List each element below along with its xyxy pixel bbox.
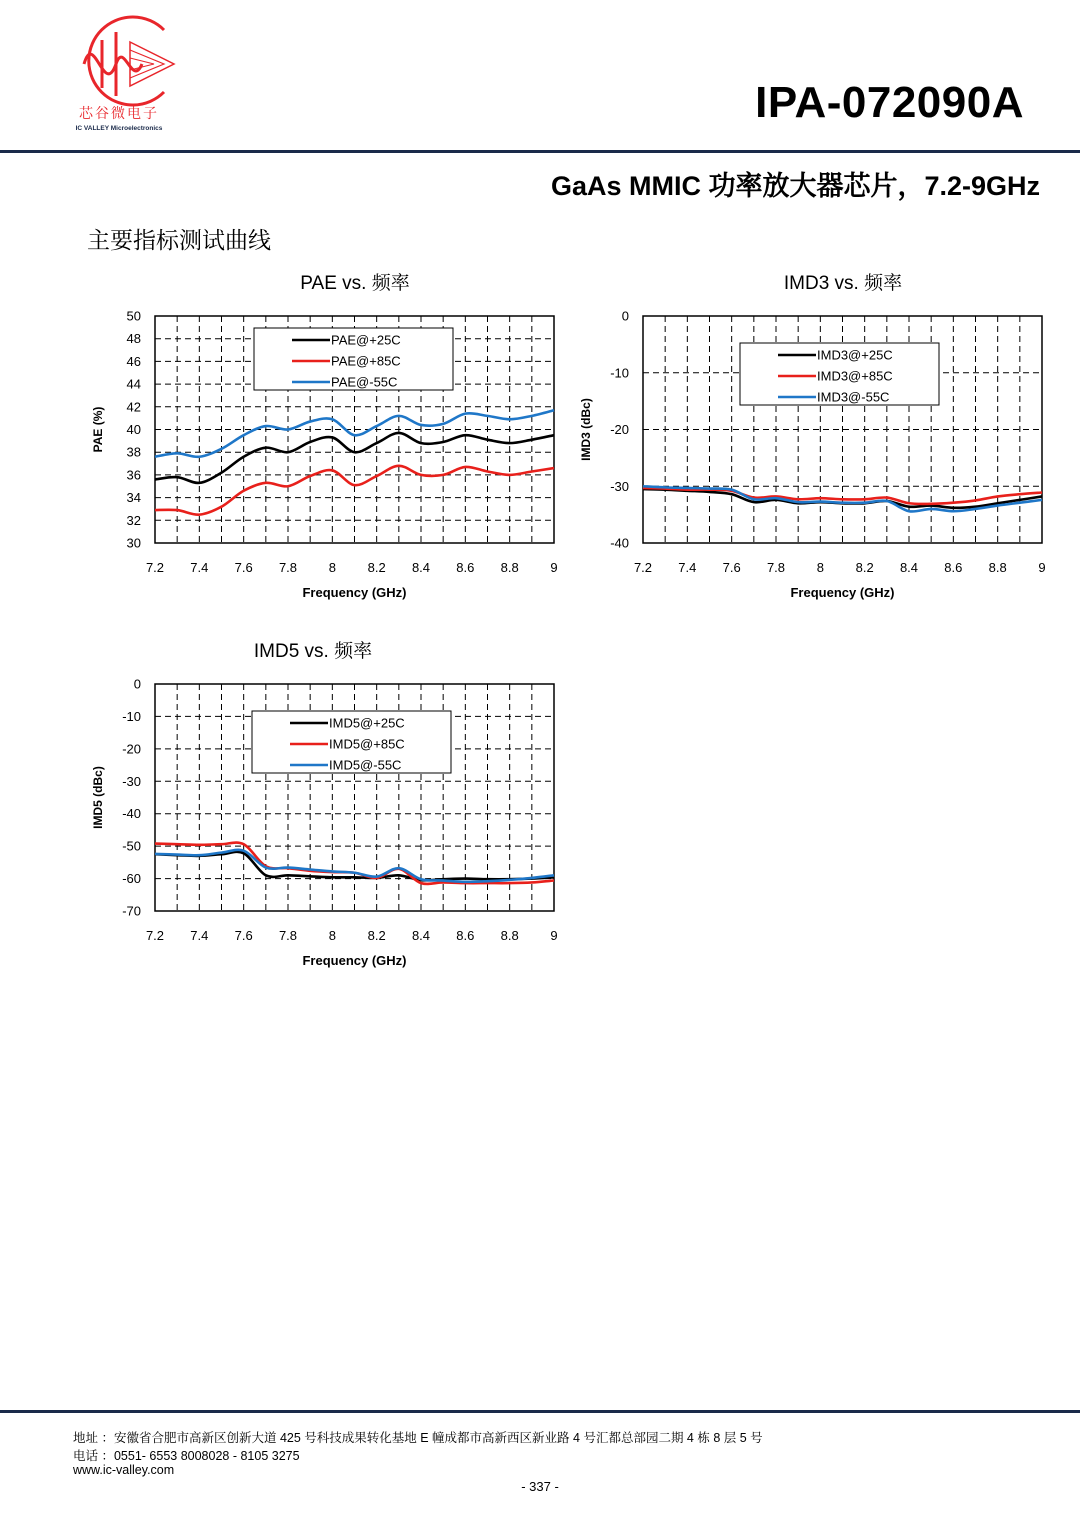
legend-label: IMD5@+85C: [329, 736, 405, 752]
company-logo: [64, 10, 194, 135]
x-tick-label: 9: [550, 560, 558, 575]
chart-pae: [80, 300, 580, 610]
y-axis-label: PAE (%): [91, 406, 105, 453]
x-tick-label: 7.6: [722, 560, 741, 575]
y-tick-label: 32: [126, 512, 141, 528]
x-tick-label: 9: [550, 928, 558, 943]
x-tick-label: 7.4: [190, 928, 209, 943]
x-tick-label: 8.8: [500, 928, 519, 943]
chart-title-imd5: IMD5 vs. 频率: [253, 641, 373, 662]
chart-imd3: [570, 300, 1070, 610]
x-tick-label: 7.6: [234, 928, 253, 943]
x-axis-label: Frequency (GHz): [790, 585, 895, 600]
x-tick-label: 8.2: [367, 928, 386, 943]
footer-phone: 电话 ：0551- 6553 8008028 - 8105 3275: [73, 1449, 300, 1463]
x-tick-label: 7.2: [145, 560, 165, 575]
y-tick-label: 46: [126, 353, 141, 369]
x-tick-label: 9: [1038, 560, 1046, 575]
y-tick-label: 50: [126, 308, 141, 324]
legend-label: PAE@+85C: [331, 353, 401, 369]
product-subtitle: GaAs MMIC 功率放大器芯片，7.2-9GHz: [550, 171, 1040, 201]
y-tick-label: -20: [610, 422, 629, 437]
y-tick-label: -10: [122, 708, 141, 724]
x-tick-label: 8.4: [899, 560, 919, 575]
y-tick-label: -20: [122, 741, 141, 757]
x-tick-label: 8: [328, 560, 336, 575]
y-tick-label: -10: [610, 365, 629, 381]
part-number: IPA-072090A: [755, 78, 1024, 127]
header-divider: [0, 150, 1080, 153]
y-tick-label: -30: [122, 773, 141, 789]
y-tick-label: -70: [122, 903, 141, 919]
legend-label: IMD5@+25C: [329, 715, 405, 731]
x-tick-label: 7.2: [633, 560, 653, 575]
x-tick-label: 7.4: [190, 560, 209, 575]
footer-address: 地址 ：安徽省合肥市高新区创新大道 425 号科技成果转化基地 E 幢成都市高新西区新业路 4 号汇都总部园二期 4 栋 8 层 5 号: [73, 1431, 763, 1445]
y-tick-label: 0: [621, 308, 629, 324]
legend-label: PAE@-55C: [331, 374, 398, 390]
x-tick-label: 7.2: [145, 928, 165, 943]
x-axis-label: Frequency (GHz): [302, 953, 407, 968]
y-tick-label: 0: [133, 676, 141, 692]
y-tick-label: 36: [126, 467, 141, 483]
x-tick-label: 8.8: [500, 560, 519, 575]
x-tick-label: 8.4: [411, 928, 431, 943]
y-tick-label: 40: [126, 422, 141, 437]
section-title: 主要指标测试曲线: [87, 227, 271, 253]
legend-label: IMD3@+85C: [817, 368, 893, 384]
legend-label: PAE@+25C: [331, 332, 401, 348]
y-tick-label: 48: [126, 331, 141, 347]
chart-title-imd3: IMD3 vs. 频率: [783, 273, 903, 294]
y-tick-label: -40: [122, 806, 141, 822]
y-axis-label: IMD5 (dBc): [91, 766, 105, 829]
x-tick-label: 8.4: [411, 560, 431, 575]
chart-imd5: [80, 668, 580, 978]
x-tick-label: 8.6: [944, 560, 963, 575]
logo-en-text: IC VALLEY Microelectronics: [75, 125, 163, 132]
x-tick-label: 8: [328, 928, 336, 943]
logo-cn-text: 芯谷微电子: [79, 105, 159, 121]
y-tick-label: 44: [126, 376, 141, 392]
x-tick-label: 8.8: [988, 560, 1007, 575]
x-tick-label: 7.8: [278, 928, 298, 943]
footer-divider: [0, 1410, 1080, 1413]
y-axis-label: IMD3 (dBc): [579, 398, 593, 461]
x-tick-label: 7.8: [766, 560, 786, 575]
x-tick-label: 8: [816, 560, 824, 575]
x-tick-label: 7.8: [278, 560, 298, 575]
x-tick-label: 8.6: [456, 928, 475, 943]
y-tick-label: 30: [126, 535, 141, 551]
x-tick-label: 7.6: [234, 560, 253, 575]
y-tick-label: -30: [610, 478, 629, 494]
x-tick-label: 8.2: [855, 560, 874, 575]
x-tick-label: 7.4: [678, 560, 697, 575]
x-axis-label: Frequency (GHz): [302, 585, 407, 600]
ic-valley-logo-icon: [64, 10, 194, 135]
page-number: - 337 -: [521, 1479, 559, 1494]
legend-label: IMD3@-55C: [817, 389, 890, 405]
y-tick-label: 34: [126, 490, 141, 506]
y-tick-label: 38: [126, 444, 141, 460]
legend-label: IMD3@+25C: [817, 347, 893, 363]
y-tick-label: 42: [126, 399, 141, 415]
x-tick-label: 8.6: [456, 560, 475, 575]
chart-title-pae: PAE vs. 频率: [300, 273, 410, 294]
y-tick-label: -40: [610, 535, 629, 551]
x-tick-label: 8.2: [367, 560, 386, 575]
y-tick-label: -60: [122, 871, 141, 887]
legend-label: IMD5@-55C: [329, 757, 402, 773]
y-tick-label: -50: [122, 838, 141, 854]
footer-website[interactable]: www.ic-valley.com: [73, 1463, 175, 1477]
